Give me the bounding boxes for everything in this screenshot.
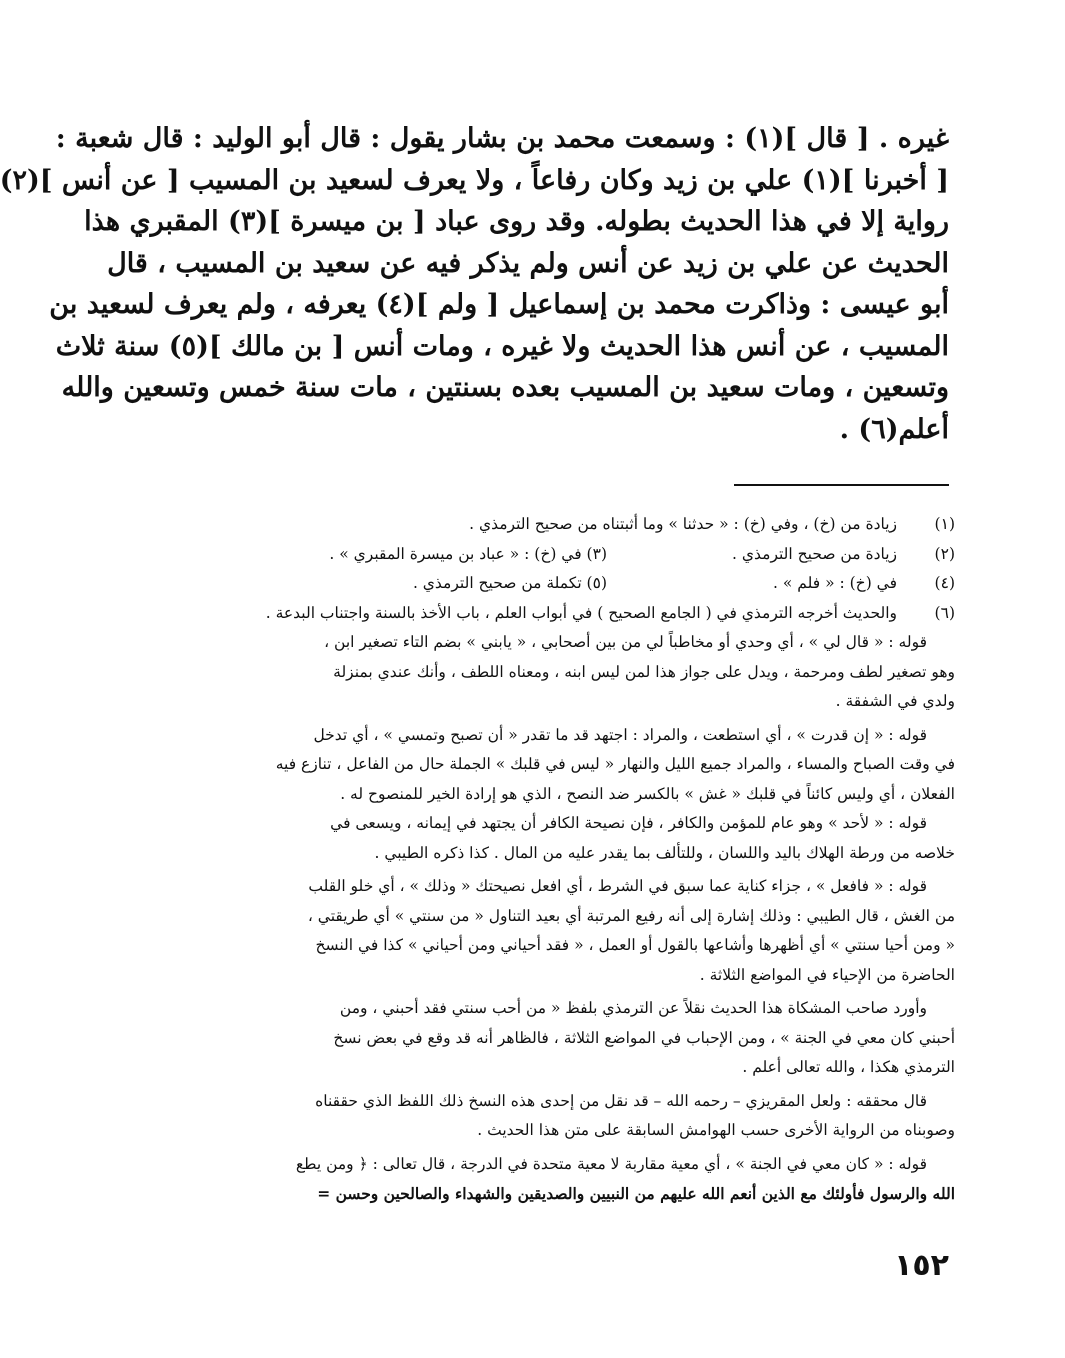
footnote-1 bbox=[223, 510, 955, 540]
footnote-text: زيادة من صحيح الترمذي . bbox=[732, 544, 897, 563]
commentary-paragraph bbox=[223, 1087, 955, 1146]
commentary-paragraph bbox=[223, 994, 955, 1083]
footnote-number: (٦) bbox=[934, 603, 955, 622]
commentary-line: الترمذي هكذا ، والله تعالى أعلم . bbox=[742, 1058, 955, 1076]
commentary-line: الفعلان ، أي وليس كائناً في قلبك « غش » بالكسر ضد النصح ، الذي هو إرادة الخير للمنصوح له . bbox=[340, 784, 955, 803]
footnote-text: (٥) تكملة من صحيح الترمذي . bbox=[412, 574, 607, 592]
page-number: ١٥٢ bbox=[894, 1248, 949, 1283]
main-line: أبو عيسى : وذاكرت محمد بن إسماعيل [ ولم ](٤) يعرفه ، ولم يعرف لسعيد بن bbox=[49, 289, 949, 320]
commentary-paragraph bbox=[223, 628, 955, 717]
commentary-line: في وقت الصباح والمساء ، والمراد جميع الليل والنهار « ليس في قلبك » الجملة حال من الفاعل ، تنازع فيه bbox=[275, 755, 955, 773]
commentary-line: وهو تصغير لطف ومرحمة ، ويدل على جواز هذا لمن ليس ابنه ، ومعناه اللطف ، وأنك عندي بمنزلة bbox=[333, 662, 955, 681]
main-line: رواية إلا في هذا الحديث بطوله. وقد روى عباد [ بن ميسرة ](٣) المقبري هذا bbox=[84, 206, 949, 237]
footnote-2-3 bbox=[223, 540, 955, 570]
footnote-text: (٣) في (خ) : « عباد بن ميسرة المقبري » . bbox=[329, 544, 607, 563]
main-line: الحديث عن علي بن زيد عن أنس ولم يذكر فيه عن سعيد بن المسيب ، قال bbox=[107, 247, 949, 279]
footnote-6 bbox=[223, 599, 955, 629]
commentary-line: « ومن أحيا سنتي » أي أظهرها وأشاعها بالقول أو العمل ، « فقد أحياني ومن أحياني » كذا في النسخ bbox=[315, 936, 955, 954]
footnote-divider bbox=[734, 484, 949, 486]
footnote-text: في (خ) : « فلم » . bbox=[773, 574, 897, 592]
commentary-line: وأورد صاحب المشكاة هذا الحديث نقلاً عن الترمذي بلفظ « من أحب سنتي فقد أحبني ، ومن bbox=[339, 999, 927, 1017]
main-line: المسيب ، عن أنس هذا الحديث ولا غيره ، ومات أنس [ بن مالك ](٥) سنة ثلاث bbox=[55, 330, 949, 362]
commentary-line: الحاضرة من الإحياء في المواضع الثلاثة . bbox=[699, 965, 955, 984]
main-line: غيره . [ قال ](١) : وسمعت محمد بن بشار يقول : قال أبو الوليد : قال شعبة : bbox=[55, 123, 949, 154]
commentary-line: قوله : « إن قدرت » ، أي استطعت ، والمراد : اجتهد قد ما تقدر « أن تصبح وتمسي » ، أي تدخل bbox=[313, 725, 927, 744]
quran-verse-line: الله والرسول فأولئك مع الذين أنعم الله عليهم من النبيين والصديقين والشهداء والصالحين وحسن = bbox=[317, 1184, 955, 1203]
commentary-line: قوله : « كان معي في الجنة » ، أي معية مقاربة لا معية متحدة في الدرجة ، قال تعالى : ﴿ ومن يطع bbox=[295, 1154, 927, 1173]
footnote-text: زيادة من (خ) ، وفي (خ) : « حدثنا » وما أثبتناه من صحيح الترمذي . bbox=[469, 515, 897, 533]
footnote-number: (١) bbox=[934, 515, 955, 533]
commentary-paragraph bbox=[223, 1150, 955, 1209]
main-text-block bbox=[0, 118, 949, 450]
commentary-line: خلاصه من ورطة الهلاك باليد واللسان ، وللتألف بما يقدر عليه من المال . كذا ذكره الطيبي . bbox=[374, 843, 955, 862]
main-line: وتسعين ، ومات سعيد بن المسيب بعده بسنتين ، مات سنة خمس وتسعين والله bbox=[61, 372, 949, 403]
commentary-line: قوله : « لأحد » وهو عام للمؤمن والكافر ، فإن نصيحة الكافر أن يجتهد في إيمانه ، ويسعى في bbox=[330, 814, 927, 832]
footnote-4-5 bbox=[223, 569, 955, 599]
commentary-paragraph bbox=[223, 809, 955, 868]
main-line: [ أخبرنا ](١) علي بن زيد وكان رفاعاً ، ولا يعرف لسعيد بن المسيب [ عن أنس ](٢) bbox=[0, 164, 949, 196]
footnote-number: (٤) bbox=[934, 574, 955, 592]
footnotes-block bbox=[223, 510, 955, 1209]
commentary-paragraph bbox=[223, 872, 955, 990]
commentary-line: أحبني كان معي في الجنة » ، ومن الإحباب في المواضع الثلاثة ، فالظاهر أنه قد وقع في بعض نسخ bbox=[333, 1028, 955, 1047]
commentary-line: وصوبناه من الرواية الأخرى حسب الهوامش السابقة على متن هذا الحديث . bbox=[477, 1121, 955, 1139]
commentary-line: قوله : « قال لي » ، أي وحدي أو مخاطباً لي من بين أصحابي ، « يابني » بضم التاء تصغير ابن ، bbox=[324, 633, 927, 651]
commentary-line: قوله : « فافعل » ، جزاء كناية عما سبق في الشرط ، أي افعل نصيحتك « وذلك » ، أي خلو القلب bbox=[308, 877, 927, 895]
commentary-paragraph bbox=[223, 721, 955, 810]
main-line: أعلم(٦) . bbox=[839, 413, 949, 445]
commentary-line: ولدي في الشفقة . bbox=[835, 692, 955, 710]
footnote-text: والحديث أخرجه الترمذي في ( الجامع الصحيح ) في أبواب العلم ، باب الأخذ بالسنة واجتناب البدعة . bbox=[265, 603, 897, 622]
footnote-number: (٢) bbox=[934, 544, 955, 563]
commentary-line: قال محققه : ولعل المقريزي – رحمه الله – قد نقل من إحدى هذه النسخ ذلك اللفظ الذي حققناه bbox=[315, 1091, 927, 1110]
commentary-line: من الغش ، قال الطيبي : وذلك إشارة إلى أنه رفيع المرتبة أي بعيد التناول « من سنتي » أي طريقتي ، bbox=[307, 906, 955, 925]
